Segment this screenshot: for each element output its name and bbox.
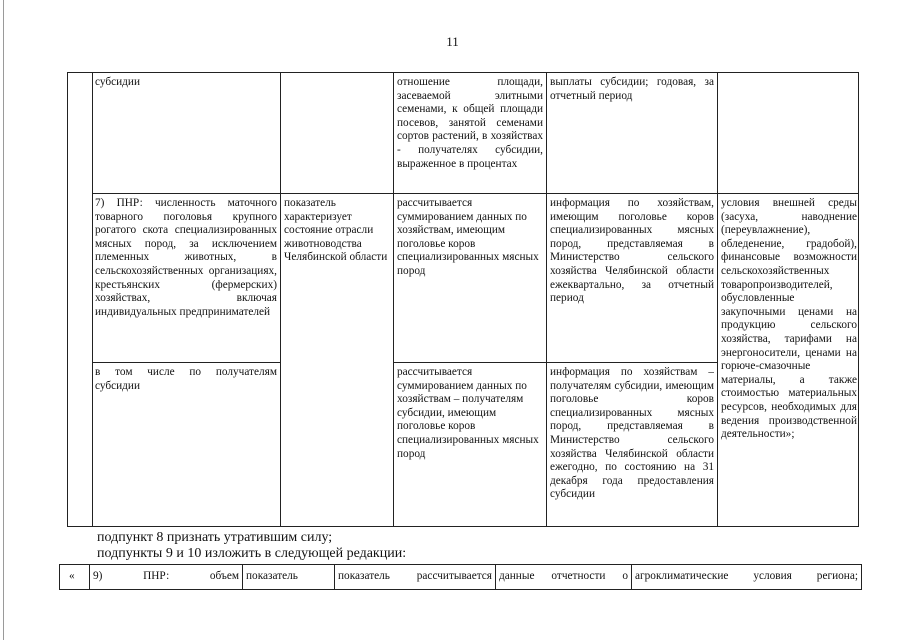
new-edition-table (59, 564, 862, 590)
cell-description-7: показатель характеризует состояние отрасли животноводства Челябинской области (284, 197, 388, 264)
cell-source-7-sub: информация по хозяйствам – получателям субсидии, имеющим поголовье коров специализированных мясных пород, представляемая в Министерство сельского хозяйства Челябинской области ежегодно, по состоянию на 31 декабря года предоставления субсидии (550, 366, 714, 501)
col-divider (92, 73, 93, 526)
cell-method-7-sub: рассчитывается суммированием данных по хозяйствам – получателям субсидии, имеющим поголовье коров специализированных мясных пород (397, 366, 539, 460)
row-divider (92, 193, 858, 194)
cell-source-7: информация по хозяйствам, имеющим поголовье коров специализированных мясных пород, представляемая в Министерство сельского хозяйства Челябинской области ежеквартально, за отчетный период (550, 197, 714, 305)
cell-indicator-cont: субсидии (95, 76, 141, 88)
cell-indicator-7: 7) ПНР: численность маточного товарного поголовья крупного рогатого скота специализированных мясных пород, за исключением племенных животных, в сельскохозяйственных организациях, крестьянских (фермерских) хозяйствах, включая индивидуальных предпринимателей (95, 197, 277, 318)
cell-indicator-9: 9) ПНР: объем (93, 570, 239, 582)
cell-method-7: рассчитывается суммированием данных по хозяйствам, имеющим поголовье коров специализированных мясных пород (397, 197, 539, 277)
col-divider (393, 73, 394, 526)
row-divider (92, 362, 281, 363)
indicators-table (67, 72, 859, 527)
cell-risk-factors-9: агроклиматические условия региона; (635, 570, 858, 582)
col-divider (717, 73, 718, 526)
cell-source-9: данные отчетности о (499, 570, 628, 582)
col-divider (280, 73, 281, 526)
cell-source-cont: выплаты субсидии; годовая, за отчетный период (550, 76, 714, 102)
paragraph-subitem-8: подпункт 8 признать утратившим силу; (97, 530, 333, 545)
paragraph-subitems-9-10: подпункты 9 и 10 изложить в следующей редакции: (97, 546, 407, 561)
cell-risk-factors-7: условия внешней среды (засуха, наводнение (переувлажнение), обледенение, градобой), финансовые возможности сельскохозяйственных товаропроизводителей, обусловленные закупочными ценами на продукцию сельского хозяйства, тарифами на энергоносители, ценами на горюче-смазочные материалы, а также стоимостью материальных ресурсов, необходимых для ведения производственной деятельности»; (721, 197, 857, 441)
cell-method-cont: отношение площади, засеваемой элитными семенами, к общей площади посевов, занятой семенами сортов растений, в хозяйствах - получателях субсидии, выраженное в процентах (397, 76, 543, 170)
col-divider (546, 73, 547, 526)
cell-indicator-7-sub: в том числе по получателям субсидии (95, 366, 277, 392)
cell-method-9: показатель рассчитывается (338, 570, 492, 582)
opening-quote-mark: « (69, 570, 75, 582)
cell-description-9: показатель (246, 570, 298, 582)
page-edge-line (3, 0, 4, 640)
row-divider (393, 362, 718, 363)
page-number: 11 (446, 34, 459, 49)
